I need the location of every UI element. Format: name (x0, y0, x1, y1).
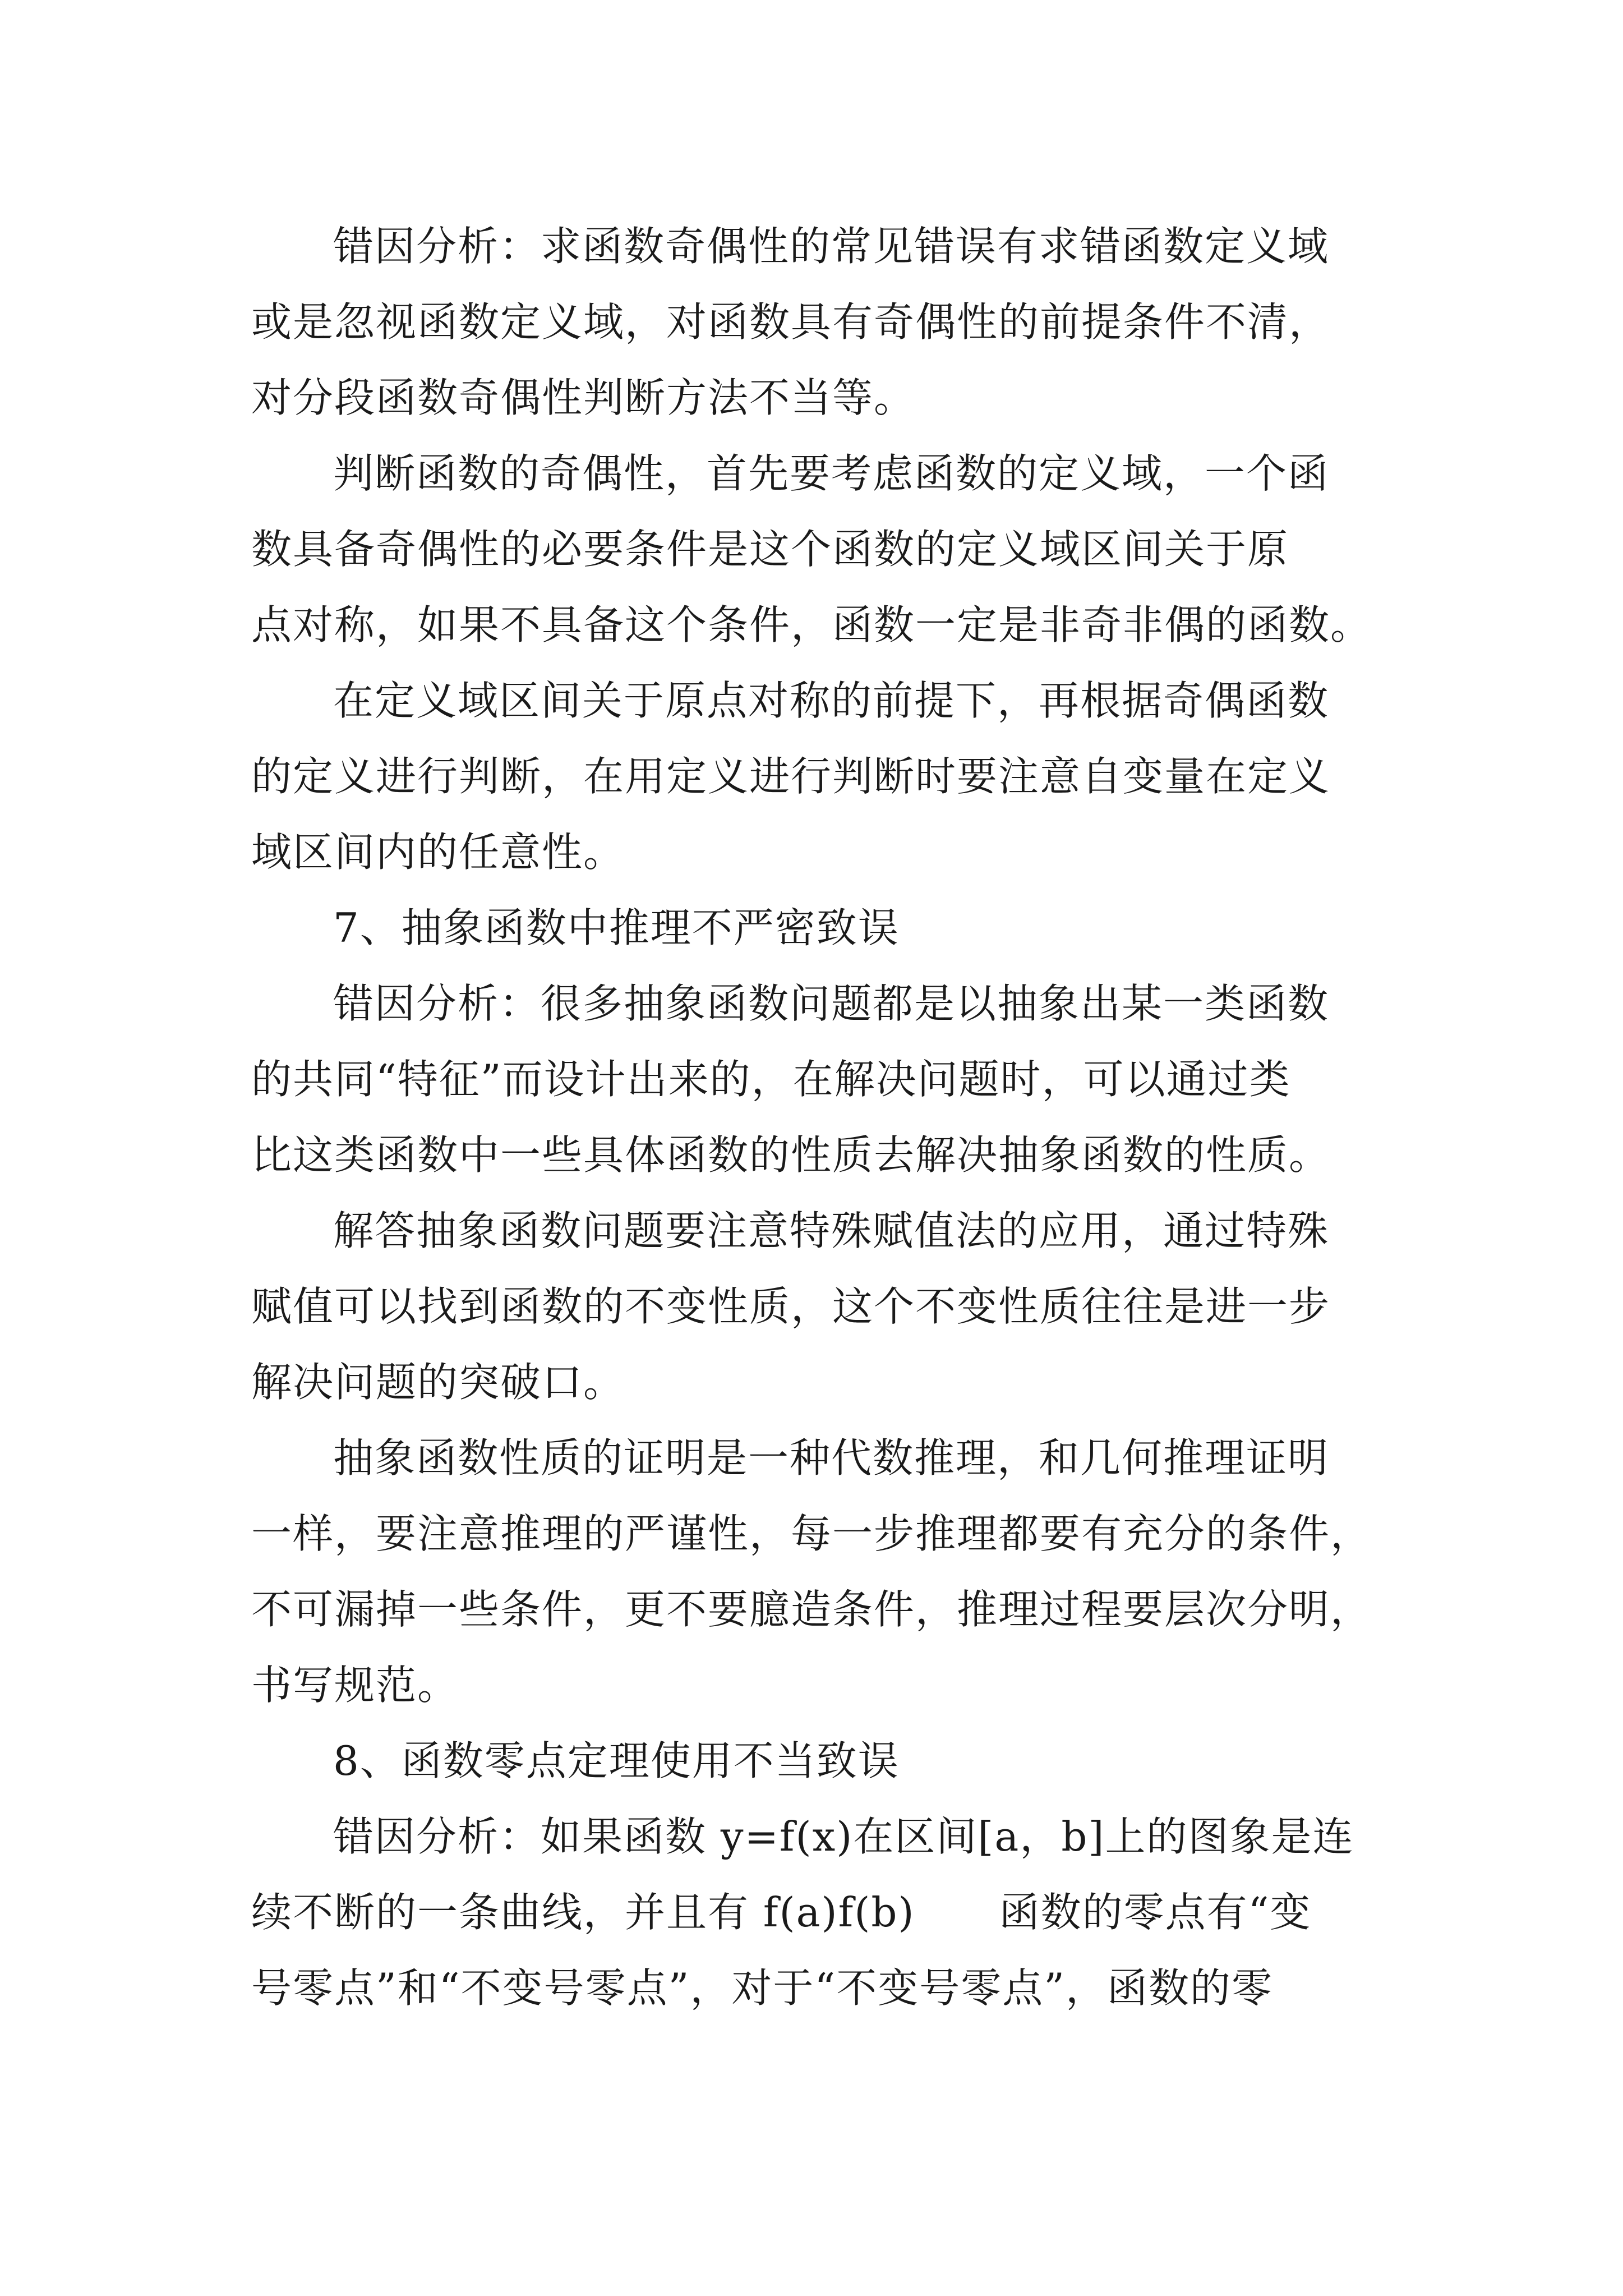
text-line: 的定义进行判断，在用定义进行判断时要注意自变量在定义 (251, 753, 1331, 800)
text-line: 对分段函数奇偶性判断方法不当等。 (251, 374, 916, 421)
text-line: 错因分析：求函数奇偶性的常见错误有求错函数定义域 (333, 223, 1330, 270)
text-line: 号零点”和“不变号零点”，对于“不变号零点”，函数的零 (251, 1964, 1274, 2012)
text-line: 解决问题的突破口。 (251, 1359, 625, 1406)
text-line: 数具备奇偶性的必要条件是这个函数的定义域区间关于原 (251, 526, 1289, 573)
text-line: 错因分析：如果函数 y=f(x)在区间[a，b]上的图象是连 (333, 1813, 1354, 1860)
body-text (251, 209, 1378, 2026)
section-heading: 7、抽象函数中推理不严密致误 (333, 904, 900, 951)
text-line: 书写规范。 (251, 1662, 459, 1709)
text-line-split (251, 1875, 1378, 1950)
text-line: 抽象函数性质的证明是一种代数推理，和几何推理证明 (333, 1434, 1330, 1481)
text-segment: 函数的零点有“变 (999, 1889, 1312, 1936)
text-line: 在定义域区间关于原点对称的前提下，再根据奇偶函数 (333, 677, 1330, 724)
text-line: 错因分析：很多抽象函数问题都是以抽象出某一类函数 (333, 980, 1330, 1027)
text-line: 解答抽象函数问题要注意特殊赋值法的应用，通过特殊 (333, 1207, 1330, 1254)
text-line: 或是忽视函数定义域，对函数具有奇偶性的前提条件不清， (251, 298, 1331, 346)
text-line: 赋值可以找到函数的不变性质，这个不变性质往往是进一步 (251, 1283, 1331, 1330)
text-line: 判断函数的奇偶性，首先要考虑函数的定义域，一个函 (333, 450, 1330, 497)
text-line: 比这类函数中一些具体函数的性质去解决抽象函数的性质。 (251, 1131, 1331, 1179)
text-line: 不可漏掉一些条件，更不要臆造条件，推理过程要层次分明， (251, 1586, 1372, 1633)
text-line: 点对称，如果不具备这个条件，函数一定是非奇非偶的函数。 (251, 601, 1372, 648)
text-line: 域区间内的任意性。 (251, 829, 625, 876)
text-segment: 续不断的一条曲线，并且有 f(a)f(b) (251, 1889, 915, 1936)
text-line: 的共同“特征”而设计出来的，在解决问题时，可以通过类 (251, 1056, 1291, 1103)
section-heading: 8、函数零点定理使用不当致误 (333, 1737, 900, 1784)
text-line: 一样，要注意推理的严谨性，每一步推理都要有充分的条件， (251, 1510, 1372, 1557)
